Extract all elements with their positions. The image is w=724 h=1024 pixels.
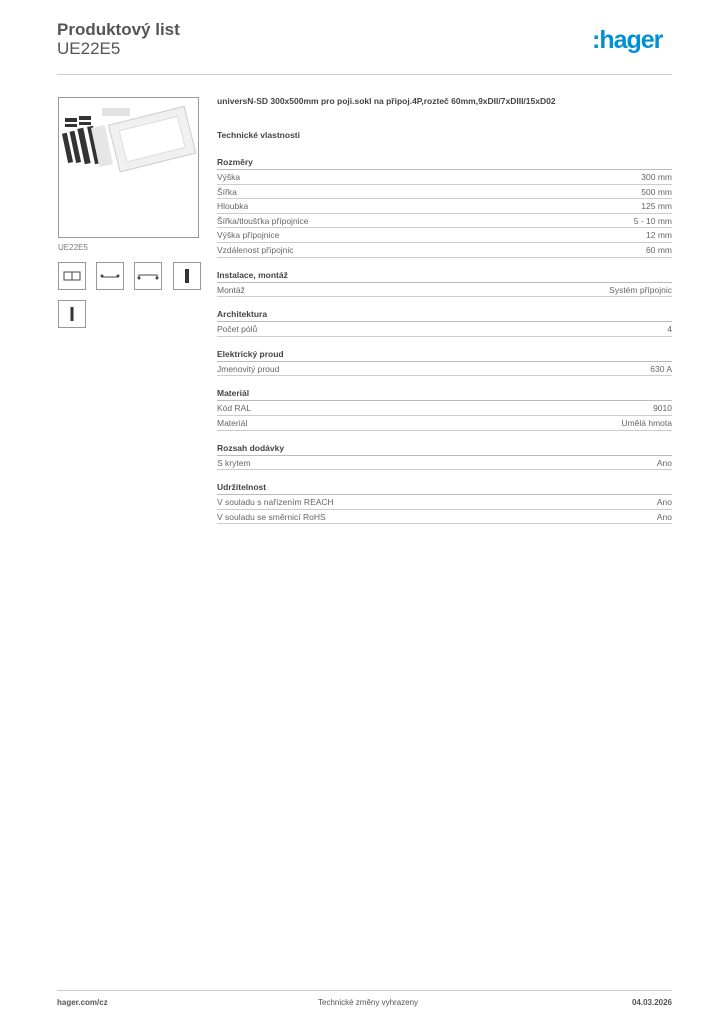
spec-row xyxy=(217,322,672,337)
spec-row xyxy=(217,228,672,243)
section-title: Udržitelnost xyxy=(217,480,672,495)
frame-icon xyxy=(63,271,81,281)
spec-label: Hloubka xyxy=(217,201,249,212)
rail-top-icon xyxy=(100,272,120,280)
spec-label: Šířka xyxy=(217,186,237,197)
busbar-icon xyxy=(184,268,190,284)
spec-section xyxy=(217,480,672,524)
spec-value: 500 mm xyxy=(641,186,672,197)
header-divider xyxy=(57,74,672,75)
spec-row xyxy=(217,214,672,229)
spec-row xyxy=(217,401,672,416)
spec-label: Počet pólů xyxy=(217,324,258,335)
spec-label: Jmenovitý proud xyxy=(217,363,280,374)
spec-value: Ano xyxy=(656,511,672,522)
thumbnail-front-view[interactable] xyxy=(58,262,86,290)
spec-label: Materiál xyxy=(217,417,248,428)
spec-section xyxy=(217,155,672,258)
spec-value: 5 - 10 mm xyxy=(633,215,672,226)
spec-row xyxy=(217,283,672,298)
spec-section xyxy=(217,386,672,430)
thumbnail-side-view[interactable] xyxy=(134,262,162,290)
section-title: Architektura xyxy=(217,307,672,322)
spec-value: 9010 xyxy=(653,403,672,414)
busbar-end-icon xyxy=(69,306,75,322)
footer-note: Technické změny vyhrazeny xyxy=(318,998,419,1007)
spec-label: Šířka/tloušťka přípojnice xyxy=(217,215,309,226)
section-title: Rozsah dodávky xyxy=(217,441,672,456)
spec-value: 12 mm xyxy=(646,230,672,241)
spec-value: Systém přípojnic xyxy=(609,284,672,295)
section-title: Elektrický proud xyxy=(217,347,672,362)
spec-value: Ano xyxy=(656,457,672,468)
spec-value: Ano xyxy=(656,497,672,508)
spec-row xyxy=(217,243,672,258)
spec-label: S krytem xyxy=(217,457,251,468)
spec-section xyxy=(217,347,672,377)
spec-label: V souladu se směrnicí RoHS xyxy=(217,511,326,522)
image-label: UE22E5 xyxy=(58,243,88,252)
specifications xyxy=(217,96,672,524)
spec-row xyxy=(217,495,672,510)
section-title: Materiál xyxy=(217,386,672,401)
spec-section xyxy=(217,307,672,337)
spec-value: Umělá hmota xyxy=(621,417,672,428)
spec-value: 60 mm xyxy=(646,244,672,255)
rail-side-icon xyxy=(137,272,159,280)
section-title: Instalace, montáž xyxy=(217,268,672,283)
spec-row xyxy=(217,362,672,377)
hager-logo: :hager xyxy=(592,26,663,54)
spec-row xyxy=(217,510,672,525)
spec-value: 125 mm xyxy=(641,201,672,212)
footer-date: 04.03.2026 xyxy=(631,998,672,1007)
spec-row xyxy=(217,456,672,471)
thumbnail-top-view[interactable] xyxy=(96,262,124,290)
spec-label: Výška xyxy=(217,172,241,182)
thumbnail-narrow-view[interactable] xyxy=(173,262,201,290)
spec-row xyxy=(217,199,672,214)
section-title: Rozměry xyxy=(217,155,672,170)
spec-label: Výška přípojnice xyxy=(217,230,280,241)
tech-heading: Technické vlastnosti xyxy=(217,130,300,140)
spec-section xyxy=(217,268,672,298)
spec-row xyxy=(217,170,672,185)
thumbnail-end-view[interactable] xyxy=(58,300,86,328)
product-image xyxy=(58,97,199,238)
product-code: UE22E5 xyxy=(57,39,121,58)
spec-row xyxy=(217,185,672,200)
spec-section xyxy=(217,441,672,471)
spec-value: 4 xyxy=(667,324,672,335)
spec-label: Vzdálenost přípojnic xyxy=(217,244,294,255)
footer-divider xyxy=(57,990,672,991)
spec-value: 630 A xyxy=(650,363,672,374)
spec-value: 300 mm xyxy=(641,172,672,182)
spec-label: Kód RAL xyxy=(217,403,252,414)
page-title: Produktový list xyxy=(57,20,180,39)
product-description: universN-SD 300x500mm pro poji.sokl na připoj.4P,rozteč 60mm,9xDII/7xDIII/15xD02 xyxy=(217,96,556,106)
spec-row xyxy=(217,416,672,431)
spec-label: Montáž xyxy=(217,284,245,295)
footer-website[interactable]: hager.com/cz xyxy=(57,998,108,1007)
spec-label: V souladu s nařízením REACH xyxy=(217,497,334,508)
